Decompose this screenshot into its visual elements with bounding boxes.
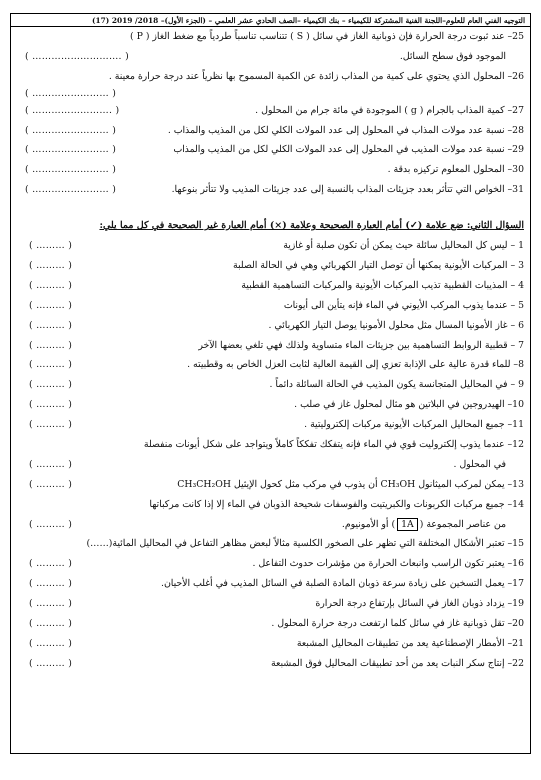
statement-14-cont: من عناصر المجموعة (1A) أو الأمونيوم. ( ……… ) xyxy=(19,515,524,535)
statement-text: 22– إنتاج سكر النبات يعد من أحد تطبيقات المحاليل فوق المشبعة xyxy=(271,657,524,669)
statement-text-b: أن يذوب في مركب مثل كحول الإيثيل xyxy=(233,478,378,490)
answer-blank[interactable]: ( ……… ) xyxy=(29,359,73,371)
question-29 xyxy=(19,140,524,160)
answer-blank[interactable]: ( ……… ) xyxy=(29,518,73,530)
statement-9 xyxy=(19,375,524,395)
answer-blank[interactable]: ( ……… ) xyxy=(29,240,73,252)
question-30 xyxy=(19,160,524,180)
question-text: 27– كمية المذاب بالجرام ( g ) الموجودة في مائة جرام من المحلول . xyxy=(255,104,524,116)
statement-text: 12– عندما يذوب إلكتروليت قوي في الماء فإنه يتفكك تفككاً كاملاً ويتواجد على شكل أيونات منفصلة xyxy=(143,439,524,451)
answer-blank[interactable]: ( ……… ) xyxy=(29,339,73,351)
answer-blank[interactable]: ( ……… ) xyxy=(29,419,73,431)
question-25 xyxy=(19,27,524,47)
question-27 xyxy=(19,101,524,121)
question-28 xyxy=(19,121,524,141)
statement-text: 3 – المركبات الأيونية يمكنها أن توصل التيار الكهربائي وهي في الحالة الصلبة xyxy=(233,260,524,272)
statement-10 xyxy=(19,395,524,415)
answer-blank[interactable]: ( ………………………. ) xyxy=(25,50,129,62)
statement-1 xyxy=(19,236,524,256)
chemical-formula: CH₃CH₂OH xyxy=(177,478,231,490)
question-25-cont xyxy=(19,47,524,67)
answer-blank[interactable]: ( ……… ) xyxy=(29,458,73,470)
statement-17 xyxy=(19,574,524,594)
group-label-box: 1A xyxy=(397,518,418,531)
statement-11 xyxy=(19,415,524,435)
section-gap xyxy=(19,200,524,216)
answer-blank[interactable]: ( …………………… ) xyxy=(25,87,117,99)
statement-14 xyxy=(19,495,524,515)
statement-4 xyxy=(19,276,524,296)
statement-text: 9 – في المحاليل المتجانسة يكون المذيب في الحالة السائلة دائماً . xyxy=(269,379,524,391)
question-text: الموجود فوق سطح السائل. xyxy=(399,50,506,62)
part1-list xyxy=(11,27,530,674)
statement-12-cont xyxy=(19,455,524,475)
question-text: 28– نسبة عدد مولات المذاب في المحلول إلى عدد المولات الكلي لكل من المذيب والمذاب . xyxy=(167,124,524,136)
statement-text: 20– تقل ذوبانية غاز في سائل كلما ارتفعت درجة حرارة المحلول . xyxy=(271,618,524,630)
answer-blank[interactable]: ( ……… ) xyxy=(29,637,73,649)
statement-21 xyxy=(19,634,524,654)
answer-blank[interactable]: ( ……… ) xyxy=(29,279,73,291)
answer-blank[interactable]: ( ……… ) xyxy=(29,657,73,669)
answer-blank[interactable]: ( …………………… ) xyxy=(25,124,117,136)
statement-text: 8– للماء قدرة عالية على الإذابة تعزي إلى القيمة العالية لثابت العزل الخاص به وقطبيته . xyxy=(187,359,524,371)
question-text: 26– المحلول الذي يحتوي على كمية من المذاب زائدة عن الكمية المسموح بها نظرياً عند درجة حرارة معينة . xyxy=(108,70,524,82)
answer-blank[interactable]: ( ……… ) xyxy=(29,399,73,411)
answer-blank[interactable]: ( ……… ) xyxy=(29,319,73,331)
answer-blank[interactable]: ( ……………………. ) xyxy=(25,104,120,116)
answer-blank[interactable]: ( …………………… ) xyxy=(25,164,117,176)
answer-blank[interactable]: ( ……… ) xyxy=(29,260,73,272)
statement-15 xyxy=(19,534,524,554)
statement-7 xyxy=(19,336,524,356)
answer-blank[interactable]: ( ……… ) xyxy=(29,558,73,570)
answer-blank[interactable]: ( ……… ) xyxy=(29,598,73,610)
answer-blank[interactable]: ( ……… ) xyxy=(29,478,73,490)
statement-text: 19– يزداد ذوبان الغاز في السائل بإرتفاع درجة الحرارة xyxy=(315,598,524,610)
statement-text: 14– جميع مركبات الكربونات والكبريتيت والفوسفات شحيحة الذوبان في الماء إلا إذا كانت مركباتها xyxy=(149,498,524,510)
statement-12 xyxy=(19,435,524,455)
statement-text: 17– يعمل التسخين على زيادة سرعة ذوبان المادة الصلبة في السائل المذيب في أغلب الأحيان. xyxy=(160,578,524,590)
statement-16 xyxy=(19,554,524,574)
statement-text: 11– جميع المحاليل المركبات الأيونية مركبات إلكتروليتية . xyxy=(304,419,524,431)
statement-text: 7 – قطبية الروابط التساهمية بين جزيئات الماء متساوية ولذلك فهي تلغي بعضها الآخر xyxy=(198,339,524,351)
statement-13 xyxy=(19,475,524,495)
statement-text: في المحلول . xyxy=(453,458,506,470)
question-31 xyxy=(19,180,524,200)
chemical-formula: CH₃OH xyxy=(380,478,416,490)
question-26-answer-row xyxy=(19,87,524,101)
statement-text: 6 – غاز الأمونيا المسال مثل محلول الأمونيا يوصل التيار الكهربائي . xyxy=(268,319,524,331)
statement-text: 15– تعتبر الأشكال المختلفة التي تظهر على الصخور الكلسية مثالاً لبعض مظاهر التفاعل في المحاليل المائية(……) xyxy=(86,538,524,550)
statement-text-a: من عناصر المجموعة xyxy=(426,518,506,530)
page-header: التوجيه الفني العام للعلوم–اللجنة الفنية المشتركة للكيمياء – بنك الكيمياء –الصف الحادي عشر العلمي – (الجزء الأول)– 2018/ 2019 (17) xyxy=(11,14,530,27)
statement-text-a: 13– يمكن لمركب الميثانول xyxy=(418,478,524,490)
answer-blank[interactable]: ( …………………… ) xyxy=(25,184,117,196)
statement-text: 10– الهيدروجين في البلاتين هو مثال لمحلول غاز في صلب . xyxy=(294,399,524,411)
statement-6 xyxy=(19,316,524,336)
statement-19 xyxy=(19,594,524,614)
statement-text: 21– الأمطار الإصطناعية يعد من تطبيقات المحاليل المشبعة xyxy=(296,637,524,649)
section-title: السؤال الثاني: ضع علامة (✓) أمام العبارة الصحيحة وعلامة (×) أمام العبارة غير الصحيحة في كل مما يلي: xyxy=(99,220,524,232)
answer-blank[interactable]: ( ……… ) xyxy=(29,578,73,590)
statement-8 xyxy=(19,355,524,375)
answer-blank[interactable]: ( …………………… ) xyxy=(25,144,117,156)
answer-blank[interactable]: ( ……… ) xyxy=(29,618,73,630)
question-text: 29– نسبة عدد مولات المذيب في المحلول إلى عدد المولات الكلي لكل من المذيب والمذاب xyxy=(173,144,524,156)
question-text: 25– عند ثبوت درجة الحرارة فإن ذوبانية الغاز في سائل ( S ) تتناسب تناسباً طردياً مع ضغط الغاز ( P ) xyxy=(130,31,524,42)
answer-blank[interactable]: ( ……… ) xyxy=(29,299,73,311)
statement-text: 16– يعتبر تكون الراسب وانبعاث الحرارة من مؤشرات حدوث التفاعل . xyxy=(252,558,524,570)
statement-5 xyxy=(19,296,524,316)
statement-3 xyxy=(19,256,524,276)
worksheet-page xyxy=(10,13,531,754)
statement-22 xyxy=(19,654,524,674)
question-text: 31– الخواص التي تتأثر بعدد جزيئات المذاب بالنسبة إلى عدد جزيئات المذيب ولا تتأثر بنوعها. xyxy=(171,184,524,196)
question-text: 30– المحلول المعلوم تركيزه بدقة . xyxy=(387,164,524,176)
statement-text: 1 – ليس كل المحاليل سائلة حيث يمكن أن تكون صلبة أو غازية xyxy=(283,240,524,252)
statement-text-b: أو الأمونيوم. xyxy=(341,518,389,530)
question-26 xyxy=(19,67,524,87)
statement-text: 5 – عندما يذوب المركب الأيوني في الماء فإنه يتأين الى أيونات xyxy=(283,299,524,311)
statement-text: 4 – المذيبات القطبية تذيب المركبات الأيونية والمركبات التساهمية القطبية xyxy=(241,279,524,291)
answer-blank[interactable]: ( ……… ) xyxy=(29,379,73,391)
statement-20 xyxy=(19,614,524,634)
